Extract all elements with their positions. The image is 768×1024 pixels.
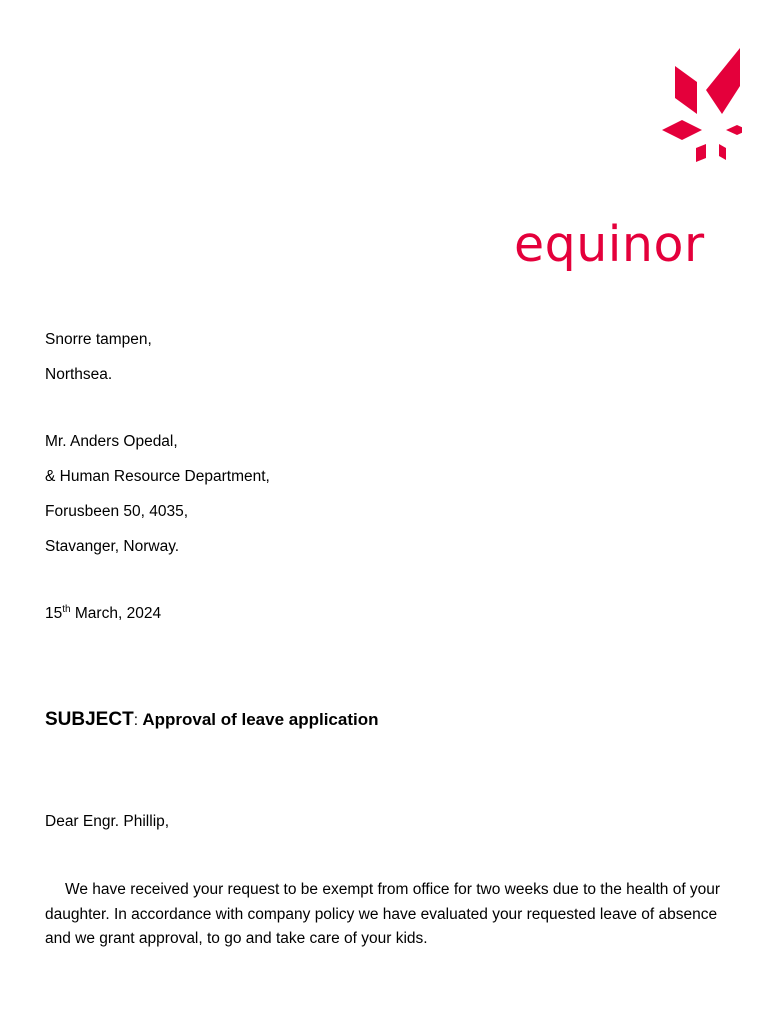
date-suffix: th: [62, 603, 71, 615]
salutation: Dear Engr. Phillip,: [45, 813, 170, 830]
subject-line: [45, 708, 378, 733]
recipient-department: & Human Resource Department,: [45, 468, 270, 485]
equinor-wordmark: equinor: [514, 216, 705, 273]
subject-text: Approval of leave application: [142, 710, 379, 729]
date-day: 15: [45, 605, 63, 622]
recipient-street: Forusbeen 50, 4035,: [45, 503, 189, 520]
sender-address-line2: Northsea.: [45, 366, 113, 383]
recipient-city: Stavanger, Norway.: [45, 538, 180, 555]
subject-separator: :: [133, 712, 143, 729]
equinor-star-icon: [512, 44, 742, 174]
body-paragraph: We have received your request to be exempt from office for two weeks due to the health of your daughter. In accordance with company policy we have evaluated your requested leave of absence and we grant approval, to go and take care of your kids.: [45, 881, 721, 947]
sender-address-line1: Snorre tampen,: [45, 331, 152, 348]
subject-label: SUBJECT: [45, 709, 134, 730]
date-rest: March, 2024: [70, 605, 162, 622]
recipient-name: Mr. Anders Opedal,: [45, 433, 178, 450]
letter-date: [45, 604, 161, 624]
equinor-logo: [512, 44, 742, 273]
